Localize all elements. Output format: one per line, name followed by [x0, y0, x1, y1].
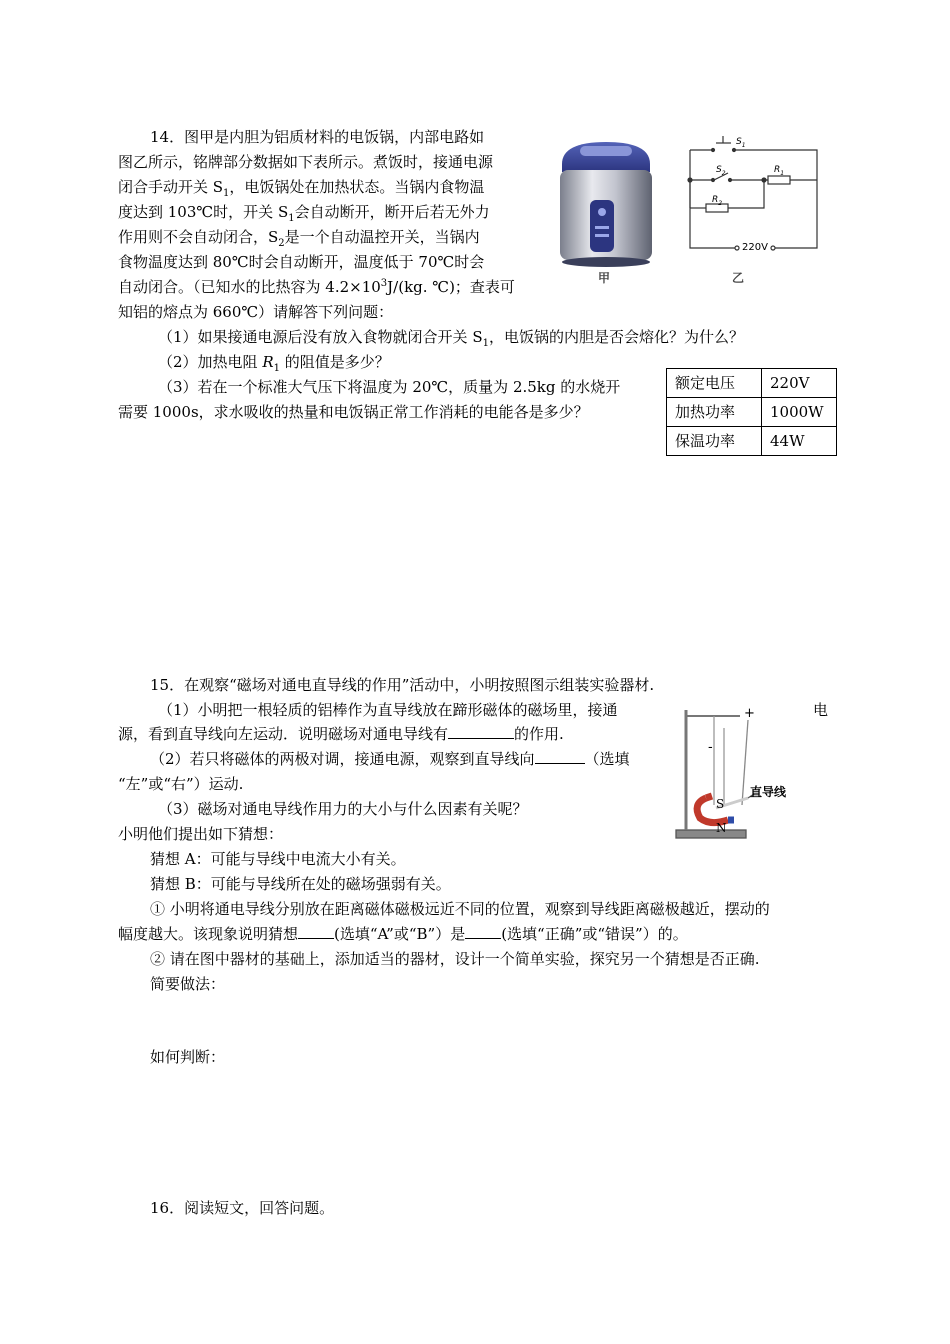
q14-sub-3-line-1: （3）若在一个标准大气压下将温度为 20℃，质量为 2.5kg 的水烧开 [158, 378, 621, 396]
label-s2: $S_2$ [716, 165, 726, 177]
q14-line-3: 闭合手动开关 $S_1$，电饭锅处在加热状态。当锅内食物温 [118, 178, 485, 199]
q15-guess-b: 猜想 B：可能与导线所在处的磁场强弱有关。 [150, 875, 451, 893]
q15-sub-1-line-1: （1）小明把一根轻质的铝棒作为直导线放在蹄形磁体的磁场里，接通 [158, 701, 618, 719]
q15-sub-1-line-1-end: 电 [813, 701, 829, 719]
q15-sub-1-line-2: 源，看到直导线向左运动．说明磁场对通电导线有 的作用. [118, 722, 564, 747]
wire-label: 直导线 [750, 785, 787, 799]
table-row [667, 427, 837, 456]
table-row [667, 369, 837, 398]
q15-judge: 如何判断： [150, 1048, 226, 1066]
spec-table [666, 368, 837, 456]
answer-blank[interactable] [465, 922, 501, 939]
answer-blank[interactable] [298, 922, 334, 939]
q15-guess-intro: 小明他们提出如下猜想： [118, 825, 284, 843]
label-r1: $R_1$ [774, 165, 785, 177]
q14-line-7: 自动闭合。（已知水的比热容为 $4.2\times 10^3J/(kg$. ℃)；查表可 [118, 278, 515, 296]
label-r2: $R_2$ [712, 195, 723, 207]
answer-blank[interactable] [448, 722, 514, 739]
q15-method: 简要做法： [150, 975, 226, 993]
q15-sub-2-line-2: “左”或“右”）运动. [118, 775, 244, 793]
minus-terminal-label: - [708, 740, 713, 755]
circuit-diagram [670, 128, 830, 268]
q15-sub-2-line-1: （2）若只将磁体的两极对调，接通电源，观察到直导线向 （选填 [150, 747, 630, 772]
table-cell: 220V [762, 369, 837, 398]
q14-line-8: 知铝的熔点为 660℃）请解答下列问题： [118, 303, 394, 321]
table-cell: 额定电压 [667, 369, 762, 398]
plus-terminal-label: + [744, 706, 755, 721]
label-s1: $S_1$ [736, 137, 746, 149]
q14-line-5: 作用则不会自动闭合，$S_2$是一个自动温控开关，当锅内 [118, 228, 480, 249]
s-pole-label: S [716, 797, 725, 811]
rice-cooker-image [550, 130, 662, 285]
table-cell: 1000W [762, 398, 837, 427]
label-voltage: 220V [742, 242, 768, 253]
table-cell: 保温功率 [667, 427, 762, 456]
q14-sub-3-line-2: 需要 1000s，求水吸收的热量和电饭锅正常工作消耗的电能各是多少？ [118, 403, 589, 421]
table-cell: 加热功率 [667, 398, 762, 427]
table-cell: 44W [762, 427, 837, 456]
figure-label-yi: 乙 [732, 271, 745, 285]
q15-intro: 15．在观察“磁场对通电直导线的作用”活动中，小明按照图示组装实验器材. [150, 676, 655, 694]
answer-blank[interactable] [535, 747, 585, 764]
q14-line-2: 图乙所示，铭牌部分数据如下表所示。煮饭时，接通电源 [118, 153, 494, 171]
q14-line-4: 度达到 103℃时，开关 $S_1$会自动断开，断开后若无外力 [118, 203, 490, 224]
q14-line-6: 食物温度达到 80℃时会自动断开，温度低于 70℃时会 [118, 253, 485, 271]
q14-sub-1: （1）如果接通电源后没有放入食物就闭合开关 $S_1$，电饭锅的内胆是否会熔化？为什么？ [158, 328, 744, 349]
q15-item-1-line-2: 幅度越大。该现象说明猜想 (选填“A”或“B”）是 (选填“正确”或“错误”）的。 [118, 922, 688, 947]
n-pole-label: N [716, 821, 727, 835]
table-row [667, 398, 837, 427]
q15-guess-a: 猜想 A：可能与导线中电流大小有关。 [150, 850, 406, 868]
figure-label-jia: 甲 [598, 271, 611, 285]
q16-intro: 16．阅读短文，回答问题。 [150, 1199, 335, 1217]
magnet-experiment-figure [670, 700, 805, 845]
q15-sub-3: （3）磁场对通电导线作用力的大小与什么因素有关呢？ [158, 800, 528, 818]
q14-line-1: 14．图甲是内胆为铝质材料的电饭锅，内部电路如 [150, 128, 485, 146]
q14-sub-2: （2）加热电阻 $R_1$ 的阻值是多少？ [158, 353, 390, 374]
q15-item-2: ② 请在图中器材的基础上，添加适当的器材，设计一个简单实验，探究另一个猜想是否正确. [150, 950, 760, 968]
q15-item-1-line-1: ① 小明将通电导线分别放在距离磁体磁极远近不同的位置，观察到导线距离磁极越近，摆动的 [150, 900, 770, 918]
